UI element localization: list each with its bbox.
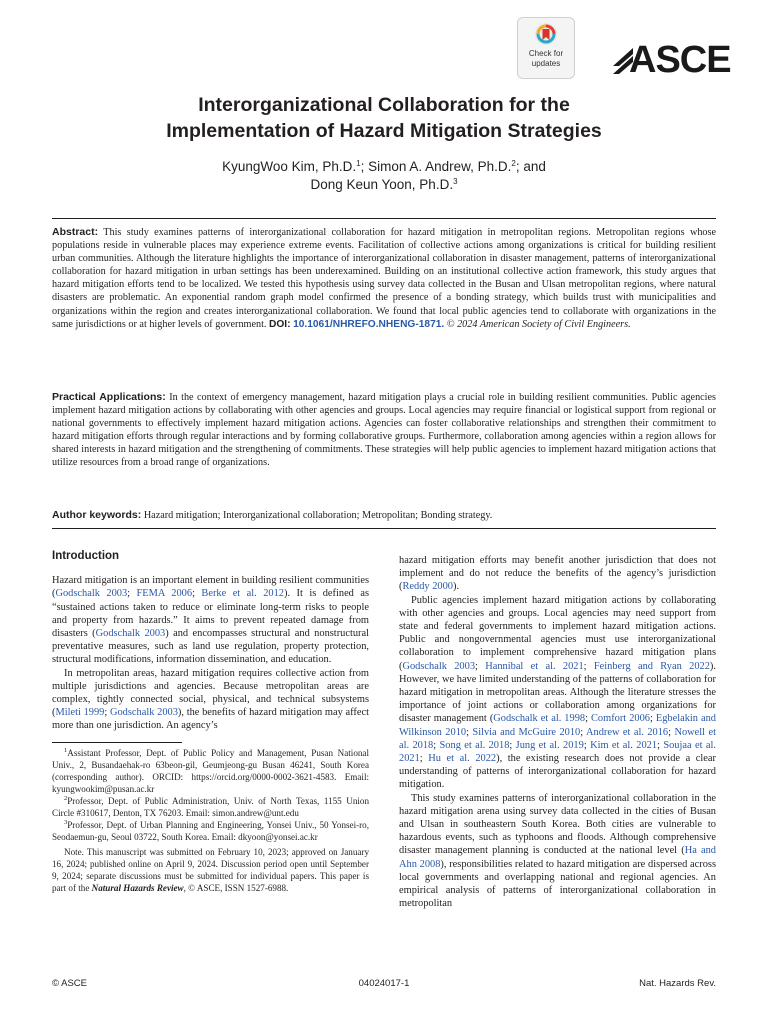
footer-copyright: © ASCE [52,978,87,989]
manuscript-note: Note. This manuscript was submitted on February 10, 2023; approved on January 16, 2024; published online on April 9, 2024. Discussion period open until September 9, 2024; separate discussions must be submitted for individual papers. This paper is part of the Natural Hazards Review, © ASCE, ISSN 1527-6988. [52,846,369,893]
keywords-label: Author keywords: [52,509,142,521]
author-1: KyungWoo Kim, Ph.D. [222,159,357,174]
citation-link[interactable]: Reddy 2000 [402,581,453,593]
keywords-text: Hazard mitigation; Interorganizational collaboration; Metropolitan; Bonding strategy. [143,510,493,521]
abstract-text: This study examines patterns of interorganizational collaboration for hazard mitigation in metropolitan regions. Metropolitan regions whose populations reside in vulnerable places may experience extreme events. Facilitation of collective actions among organizations is critical for building resilient urban communities. Although the literature highlights the importance of interorganizational collaboration in disaster management, patterns of interorganizational collaboration for hazard mitigation in urban settings has been underexamined. Building on an institutional collective action framework, this study argues that hazard mitigation efforts tend to be localized. We tested this hypothesis using survey data collected in the Busan and Ulsan metropolitan regions, where natural disasters are problematic. An exponential random graph model confirmed the presence of a bonding strategy, which builds trust with municipalities and organizations within the region and creates interorganizational collaboration. We found that local public agencies tend to collaborate with organizations in the same jurisdictions or at higher levels of government. [52,227,716,330]
title-line-1: Interorganizational Collaboration for the [198,94,570,116]
citation-link[interactable]: FEMA 2006 [136,588,193,600]
badge-line-1: Check for [528,49,564,58]
abstract-label: Abstract: [52,226,99,238]
citation-link[interactable]: Godschalk 2003 [402,660,476,672]
badge-line-2: updates [531,59,561,68]
citation-link[interactable]: Hannibal et al. 2021 [485,660,584,672]
right-column [399,554,716,910]
asce-logo [611,38,731,83]
citation-link[interactable]: Feinberg and Ryan 2022 [593,660,710,672]
citation-link[interactable]: Godschalk 2003 [55,588,128,600]
footnotes [52,747,369,894]
author-list [60,158,708,194]
copyright-notice: © 2024 American Society of Civil Engineers. [446,318,631,330]
author-keywords [52,509,716,522]
author-2-affil: 2 [511,159,516,168]
citation-link[interactable]: Godschalk 2003 [109,707,178,719]
practical-applications [52,391,716,470]
author-3: Dong Keun Yoon, Ph.D. [310,177,454,192]
doi-link[interactable]: 10.1061/NHREFO.NHENG-1871. [293,318,445,330]
author-separator: ; and [515,159,546,174]
footer-article-number: 04024017-1 [358,978,410,989]
footnote-1: $^1$Assistant Professor, Dept. of Public Policy and Management, Pusan National Univ., 2, Busandaehak-ro 63beon-gil, Geumjeong-gu Busan 46241, South Korea (corresponding author). ORCID: https://orcid.org/0000-0002-3621-4583. Email: kyungwookim@pusan.ac.kr [52,746,369,794]
check-for-updates-badge[interactable] [517,17,575,79]
author-2: ; Simon A. Andrew, Ph.D. [360,159,512,174]
citation-link[interactable]: Comfort 2006 [590,713,650,725]
citation-link[interactable]: Mileti 1999 [55,707,105,719]
citation-link[interactable]: Song et al. 2018 [439,739,510,751]
author-1-affil: 1 [356,159,361,168]
right-paragraph-2: This study examines patterns of interorganizational collaboration in the hazard mitigation arena using survey data collected in the cities of Busan and Ulsan in southeastern South Korea. Both cities are vulnerable to hazardous events, such as typhoons and floods. Although comprehensive disaster management planning is conducted at the national level (Ha and Ahn 2008), responsibilities related to hazard mitigation are dispersed across local governments and overlapping national and regional agencies. An empirical analysis of patterns of interorganizational collaboration in metropolitan [399,792,716,910]
paper-title [60,92,708,144]
keywords-rule [52,528,716,529]
footnote-2: $^2$Professor, Dept. of Public Administration, Univ. of North Texas, 1155 Union Circle #310617, Denton, TX 76203. Email: simon.andrew@unt.edu [52,794,369,818]
citation-link[interactable]: Kim et al. 2021 [590,739,658,751]
citation-link[interactable]: Jung et al. 2019 [515,739,584,751]
introduction-heading: Introduction [52,550,120,562]
doi-label: DOI: [269,318,291,330]
practical-label: Practical Applications: [52,391,166,403]
footnote-3: $^3$Professor, Dept. of Urban Planning and Engineering, Yonsei Univ., 50 Yonsei-ro, Seodaemun-gu, Seoul 03722, South Korea. Email: dkyoon@yonsei.ac.kr [52,818,369,842]
abstract [52,226,716,331]
journal-name: Natural Hazards Review [91,882,184,893]
citation-link[interactable]: Ha and Ahn 2008 [399,845,716,870]
top-rule [52,218,716,219]
bookmark-ribbon-icon [534,22,558,48]
citation-link[interactable]: Nowell et al. 2018 [399,726,716,751]
citation-link[interactable]: Silvia and McGuire 2010 [472,726,581,738]
citation-link[interactable]: Egbelakin and Wilkinson 2010 [399,713,716,738]
right-paragraph-1: Public agencies implement hazard mitigation actions by collaborating with other agencies and groups. Local agencies may need support from state and federal governments to implement hazard mitigation actions. Public and nongovernmental agencies must use interorganizational collaboration to implement comprehensive hazard mitigation plans (Godschalk 2003; Hannibal et al. 2021; Feinberg and Ryan 2022). However, we have limited understanding of the patterns of collaboration for hazard mitigation in metropolitan areas. Although the literature stresses the importance of joint actions or collaboration among organizations for disaster management (Godschalk et al. 1998; Comfort 2006; Egbelakin and Wilkinson 2010; Silvia and McGuire 2010; Andrew et al. 2016; Nowell et al. 2018; Song et al. 2018; Jung et al. 2019; Kim et al. 2021; Soujaa et al. 2021; Hu et al. 2022), the existing research does not provide a clear understanding of patterns of interorganizational collaboration for hazard mitigation. [399,594,716,791]
citation-link[interactable]: Soujaa et al. 2021 [399,739,716,765]
left-column [52,550,369,894]
citation-link[interactable]: Hu et al. 2022 [428,753,497,765]
citation-link[interactable]: Godschalk et al. 1998 [493,713,586,725]
right-paragraph-0: hazard mitigation efforts may benefit another jurisdiction that does not implement and do not reduce the benefits of the agency’s jurisdiction (Reddy 2000). [399,555,716,593]
author-3-affil: 3 [453,177,458,186]
practical-text: In the context of emergency management, hazard mitigation plays a crucial role in building resilient communities. Public agencies implement hazard mitigation actions by collaborating with other agencies and groups. Local agencies may require financial or logistical support from regional or national governments to effectively implement hazard mitigation actions. Agencies can foster collaborative relationships and strengthen their commitment to hazard mitigation efforts through regular interactions and by forming collaborative groups. Furthermore, collaboration among agencies within a region allows for shared interests in hazard mitigation and the strengthening of commitments. These strategies will help public agencies to implement hazard mitigation actions that utilize resources from a broad range of organizations. [52,392,716,469]
citation-link[interactable]: Godschalk 2003 [95,628,166,640]
footer-journal: Nat. Hazards Rev. [639,978,716,989]
title-line-2: Implementation of Hazard Mitigation Strategies [166,120,602,142]
intro-paragraph-1: Hazard mitigation is an important element in building resilient communities (Godschalk 2003; FEMA 2006; Berke et al. 2012). It is defined as “sustained actions taken to reduce or eliminate long-term risks to people and property from hazards.” It aims to prevent repeated damage from disasters (Godschalk 2003) and encompasses structural and nonstructural preventative measures, such as land use regulation, property protection, structural modifications, information dissemination, and education. [52,575,370,666]
footnote-rule [52,742,182,743]
citation-link[interactable]: Andrew et al. 2016 [586,726,669,738]
asce-logo-text: ASCE [629,39,731,81]
intro-paragraph-2: In metropolitan areas, hazard mitigation requires collective action from multiple jurisdictions and agencies. Because metropolitan areas are complex, tightly connected social, physical, and technical subsystems (Mileti 1999; Godschalk 2003), the benefits of hazard mitigation may affect more than one jurisdiction. An agency’s [52,667,369,732]
citation-link[interactable]: Berke et al. 2012 [201,588,284,600]
